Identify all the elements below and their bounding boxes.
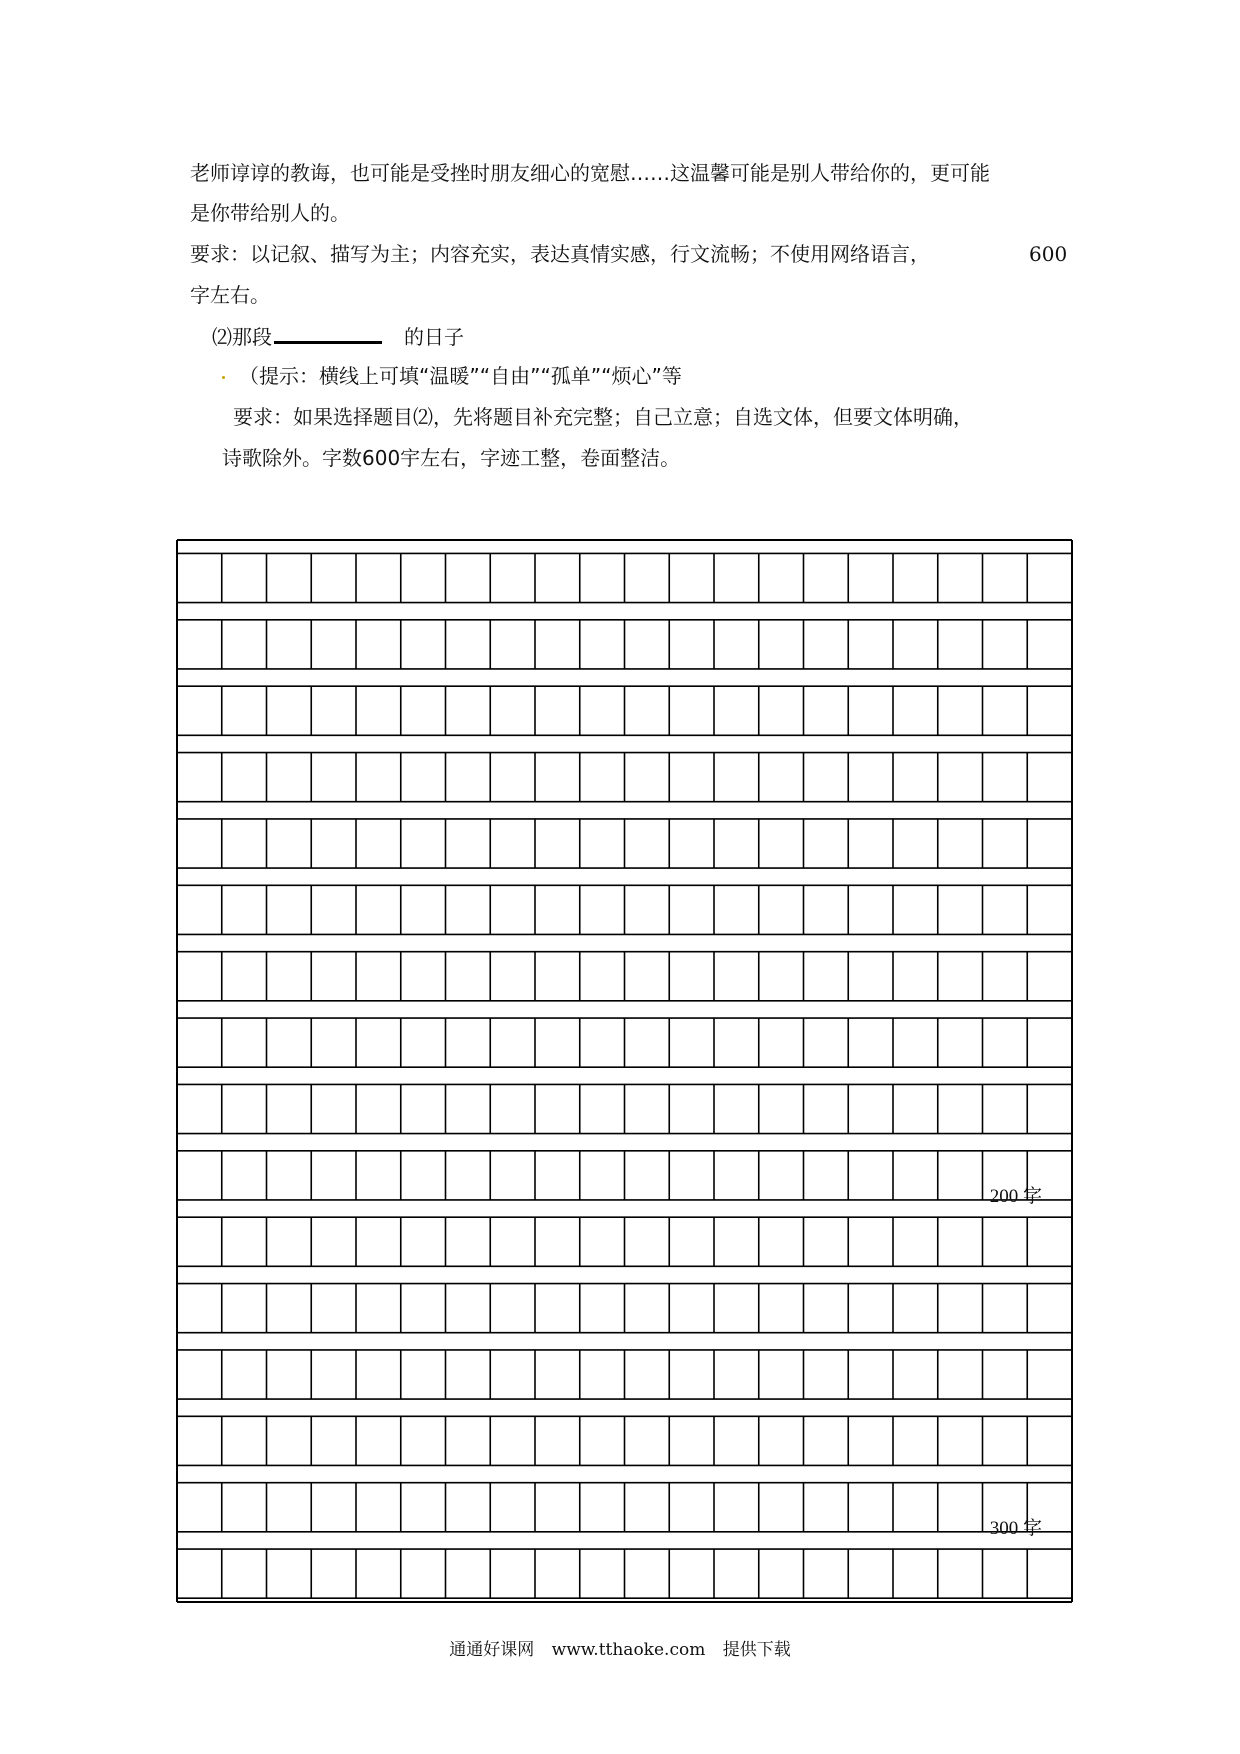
intro-line-1: 老师谆谆的教诲，也可能是受挫时朋友细心的宽慰……这温馨可能是别人带给你的，更可能	[190, 161, 990, 185]
requirement-1-count: 600	[1029, 242, 1068, 266]
word-count-marker: 200 字	[989, 1185, 1042, 1207]
topic-2-suffix: 的日子	[404, 325, 464, 349]
footer-suffix: 提供下载	[722, 1640, 791, 1660]
footer-site-name: 通通好课网	[449, 1640, 535, 1660]
intro-line-2: 是你带给别人的。	[190, 201, 350, 225]
footer-url[interactable]: www.tthaoke.com	[551, 1640, 706, 1660]
word-count-marker: 300 字	[989, 1517, 1042, 1539]
topic-2-prefix: ⑵那段	[212, 325, 272, 349]
footer	[0, 1635, 1240, 1660]
requirement-2-line-2: 诗歌除外。字数600宇左右，字迹工整，卷面整洁。	[222, 446, 681, 470]
requirement-1-line-2: 字左右。	[190, 283, 270, 307]
requirement-2-line-1: 要求：如果选择题目⑵，先将题目补充完整；自己立意；自选文体，但要文体明确，	[233, 405, 973, 429]
hint-text: （提示：横线上可填“温暖”“自由”“孤单”“烦心”等	[239, 364, 682, 388]
requirement-1-text: 要求：以记叙、描写为主；内容充实，表达真情实感，行文流畅；不使用网络语言，	[190, 242, 930, 266]
